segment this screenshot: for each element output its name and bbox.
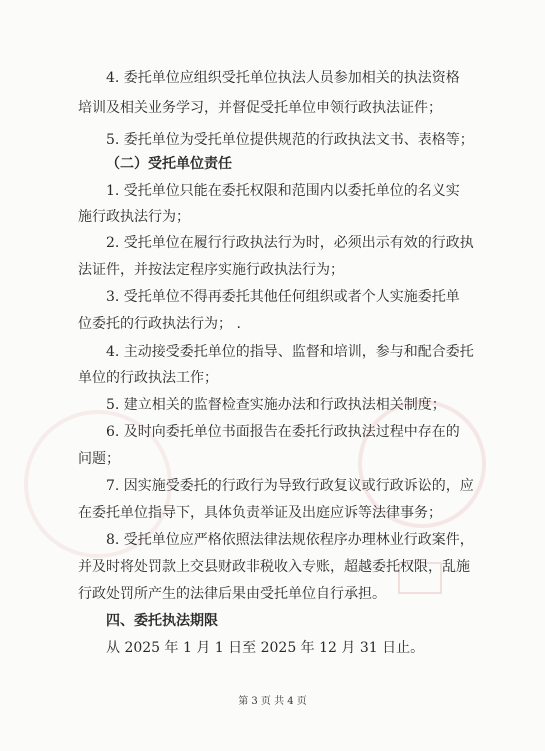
para-line: 位委托的行政执法行为； . [78,316,241,332]
page-footer: 第 3 页 共 4 页 [238,696,307,707]
para-line: 8. 受托单位应严格依照法律法规依程序办理林业行政案件， [106,532,474,548]
para-line: 培训及相关业务学习，并督促受托单位申领行政执法证件； [78,100,442,116]
para-line: 单位的行政执法工作； [78,370,218,386]
para-line: 3. 受托单位不得再委托其他任何组织或者个人实施委托单 [106,289,460,305]
para-line: 从 2025 年 1 月 1 日至 2025 年 12 月 31 日止。 [106,640,425,656]
para-line: 7. 因实施受委托的行政行为导致行政复议或行政诉讼的，应 [106,478,474,494]
para-line: 并及时将处罚款上交县财政非税收入专账，超越委托权限，乱施 [78,559,470,575]
para-line: 问题； [78,451,120,467]
section-heading: 四、委托执法期限 [106,613,218,629]
para-line: 2. 受托单位在履行行政执法行为时，必须出示有效的行政执 [106,235,474,251]
para-line: 6. 及时向委托单位书面报告在委托行政执法过程中存在的 [106,424,460,440]
para-line: 法证件，并按法定程序实施行政执法行为； [78,262,344,278]
para-line: 4. 委托单位应组织受托单位执法人员参加相关的执法资格 [106,70,460,86]
para-line: 1. 受托单位只能在委托权限和范围内以委托单位的名义实 [106,183,460,199]
para-line: 在委托单位指导下，具体负责举证及出庭应诉等法律事务； [78,505,442,521]
para-line: 施行政执法行为； [78,209,190,225]
para-line: 5. 建立相关的监督检查实施办法和行政执法相关制度； [106,397,446,413]
para-line: 行政处罚所产生的法律后果由受托单位自行承担。 [78,586,386,602]
section-heading: （二）受托单位责任 [106,156,232,172]
para-line: 5. 委托单位为受托单位提供规范的行政执法文书、表格等； [106,132,474,148]
para-line: 4. 主动接受委托单位的指导、监督和培训，参与和配合委托 [106,344,474,360]
